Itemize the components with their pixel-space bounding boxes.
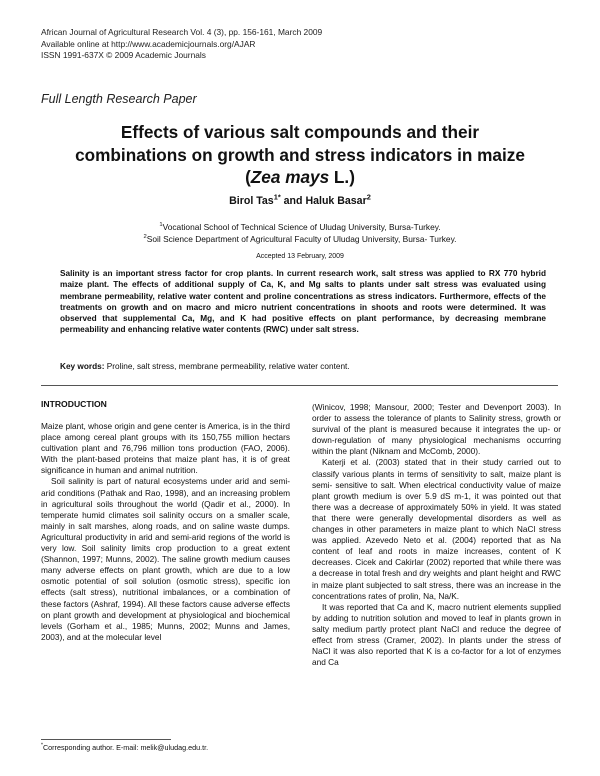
affiliation-2 — [0, 234, 600, 246]
paragraph: Maize plant, whose origin and gene center is America, is in the third place among cereal plant groups with its 150,755 million hectars cultivation plant and 76,796 million tons production (FAO, 2006). With the plant-based proteins that maize plant has, it is of great significance in human and animal nutrition. — [41, 421, 290, 476]
affiliation-1 — [0, 222, 600, 234]
paragraph: (Winicov, 1998; Mansour, 2000; Tester and Devenport 2003). In order to assess the tolerance of plants to Salinity stress, growth or survival of the plant is measured because it integrates the up- or down-regulation of many physiological mechanisms occurring within the plant (Niknam and McComb, 2000). — [312, 402, 561, 457]
journal-online-url[interactable]: Available online at http://www.academicjournals.org/AJAR — [41, 38, 256, 49]
keywords — [60, 362, 546, 371]
body-column-right — [312, 402, 561, 668]
author-1: Birol Tas — [229, 195, 274, 207]
paragraph: It was reported that Ca and K, macro nutrient elements supplied by adding to nutrition solution and moved to leaf in plants grown in salty medium partly protect plant NaCl and reduce the degree of effect from stress (Cramer, 2002). In plants under the stress of NaCl it was also reported that K is a co-factor for a lot of enzymes and Ca — [312, 601, 561, 668]
section-divider — [41, 385, 558, 386]
abstract: Salinity is an important stress factor for crop plants. In current research work, salt stress was applied to RX 770 hybrid maize plant. The effects of additional supply of Ca, K, and Mg salts to plants under salt stress was evaluated using membrane permeability, relative water content and proline concentrations as stress indicators. Furthermore, effects of the treatments on growth and on macro and micro nutrient concentrations in shoots and roots were determined. It was observed that supplemental Ca, Mg, and K had positive effects on plant performance, by decreasing membrane permeability and enhancing relative water contents (RWC) under salt stress. — [60, 269, 546, 335]
body-column-left — [41, 421, 290, 643]
affiliation-1-marker: 1 — [159, 222, 163, 229]
author-2: Haluk Basar — [305, 195, 367, 207]
keywords-text: Proline, salt stress, membrane permeability, relative water content. — [104, 362, 350, 371]
title-line-2: combinations on growth and stress indicators in maize — [75, 144, 525, 165]
paper-type-label: Full Length Research Paper — [41, 92, 197, 106]
affiliation-2-marker: 2 — [143, 233, 147, 240]
journal-header — [41, 27, 322, 62]
footnote — [41, 743, 208, 752]
author-list — [0, 192, 600, 207]
author-separator: and — [280, 195, 306, 207]
title-species-tail: L.) — [329, 167, 355, 187]
author-2-marker: 2 — [366, 192, 371, 202]
affiliation-2-text: Soil Science Department of Agricultural Faculty of Uludag University, Bursa- Turkey. — [146, 233, 457, 244]
title-line-3 — [60, 166, 540, 189]
affiliation-1-text: Vocational School of Technical Science of Uludag University, Bursa-Turkey. — [162, 222, 441, 232]
journal-citation: African Journal of Agricultural Research Vol. 4 (3), pp. 156-161, March 2009 — [41, 27, 323, 37]
paragraph: Soil salinity is part of natural ecosystems under arid and semi-arid conditions (Pathak and Rao, 1998), and an increasing problem in agricultural soils throughout the world (Qadir et al., 2000). In temperate humid climates soil salinity occurs on a smaller scale, mainly in salt marshes, along roads, and on saline waste dumps. Agricultural productivity in arid and semi-arid regions of the world is very low. Soil salinity limits crop production to a great extent (Shannon, 1997; Munns, 2002). The saline growth medium causes many adverse effects on plant growth, which are due to a low osmotic potential of soil solution (osmotic stress), specific ion effects (salt stress), nutritional imbalances, or a combination of these factors (Ashraf, 1994). All these factors cause adverse effects on plant growth and development at physiological and biochemical levels (Gorham et al., 1985; Munns, 2002; Munns and James, 2003), and at the molecular level — [41, 476, 290, 642]
title-line-1: Effects of various salt compounds and their — [120, 122, 480, 142]
affiliations — [0, 222, 600, 245]
title-species: Zea mays — [250, 167, 330, 187]
keywords-label: Key words: — [60, 362, 105, 371]
journal-issn: ISSN 1991-637X © 2009 Academic Journals — [41, 50, 206, 60]
paper-title — [60, 121, 540, 189]
introduction-heading: INTRODUCTION — [41, 399, 107, 409]
footnote-text[interactable]: Corresponding author. E-mail: melik@uludag.edu.tr. — [42, 743, 209, 752]
author-1-marker: 1* — [273, 192, 281, 202]
paragraph: Katerji et al. (2003) stated that in their study carried out to classify various plants in terms of sensitivity to salt, maize plant is semi- sensitive to salt. When electrical conductivity value of maize plant growth medium is over 5.9 dS m-1, it was pointed out that there was a decrease of approximately 50% in yield. It was stated that there were generally developmental disorders as well as changes in other parameters in maize plant to which NaCl stress was applied. Azevedo Neto et al. (2004) reported that as Na content of leaf and roots in maize increases, content of K decreases. Cicek and Cakirlar (2002) reported that while there was a decrease in total fresh and dry weights and plant height and RWC in maize plant subjected to salt stress, there was an increase in the concentrations rates of prolin, Na, Na/K. — [312, 457, 561, 601]
footnote-marker: * — [41, 742, 43, 749]
accepted-date: Accepted 13 February, 2009 — [256, 253, 344, 260]
footnote-divider — [41, 739, 171, 740]
title-open-paren: ( — [245, 167, 251, 187]
